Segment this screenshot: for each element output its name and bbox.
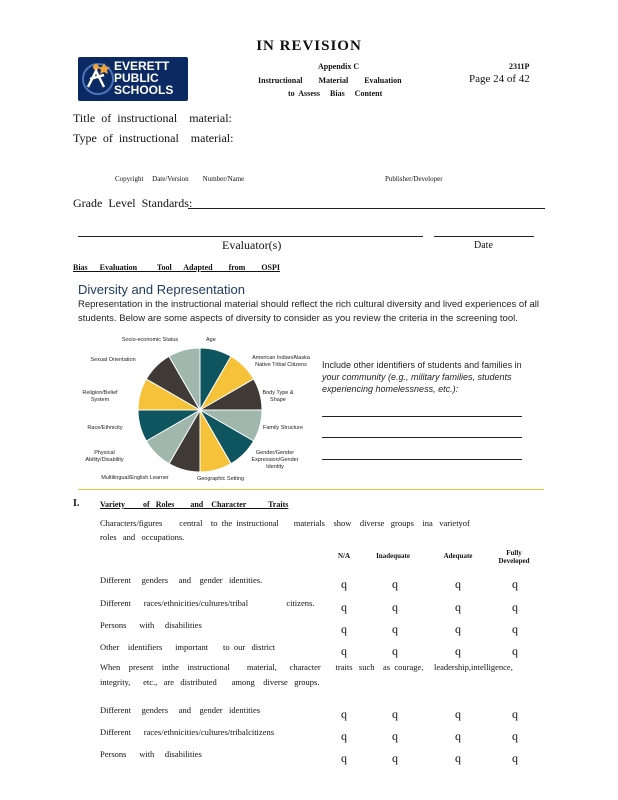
page-title: IN REVISION	[256, 38, 362, 54]
checkbox-adequate[interactable]: q	[455, 729, 461, 743]
title-field-label: Title of instructional material:	[73, 111, 232, 125]
traits-intro-2: integrity, etc., are distributed among diverse groups.	[100, 677, 320, 687]
checkbox-na[interactable]: q	[341, 622, 347, 636]
other-identifiers-input-3[interactable]	[322, 459, 522, 460]
wheel-label-body: Body Type & Shape	[262, 390, 294, 403]
other-identifiers-line-1: Include other identifiers of students and families in	[322, 360, 522, 370]
checkbox-fully-developed[interactable]: q	[512, 622, 518, 636]
date-line[interactable]	[434, 236, 534, 237]
traits-intro-1: When present inthe instructional material, character traits such as courage, leadership,intelligence,	[100, 662, 513, 672]
criterion-label: Other identifiers important to our district	[100, 642, 276, 652]
evaluator-line[interactable]	[78, 236, 423, 237]
criterion-label: Different genders and gender identities	[100, 705, 261, 715]
wheel-label-family: Family Structure	[262, 425, 304, 431]
logo-line-3: SCHOOLS	[114, 83, 174, 97]
checkbox-adequate[interactable]: q	[455, 707, 461, 721]
publisher-label: Publisher/Developer	[385, 175, 443, 183]
checkbox-inadequate[interactable]: q	[392, 644, 398, 658]
wheel-label-physical: Physical Ability/Disability	[85, 450, 124, 463]
checkbox-adequate[interactable]: q	[455, 577, 461, 591]
subtitle-line-2: to Assess Bias Content	[288, 89, 383, 98]
wheel-label-sexual-orientation: Sexual Orientation	[90, 357, 136, 363]
logo-line-2: PUBLIC	[114, 71, 159, 85]
checkbox-inadequate[interactable]: q	[392, 707, 398, 721]
subtitle-line-1: Instructional Material Evaluation	[258, 76, 402, 85]
wheel-label-gender: Gender/Gender Expression/Gender Identity	[251, 450, 299, 470]
wheel-label-religion: Religion/Belief System	[82, 390, 118, 403]
column-na: N/A	[337, 552, 351, 560]
other-identifiers-input-1[interactable]	[322, 416, 522, 417]
date-label: Date	[474, 240, 493, 251]
checkbox-na[interactable]: q	[341, 729, 347, 743]
wheel-label-multilingual: Multilingual/English Learner	[101, 475, 169, 481]
type-field-label: Type of instructional material:	[73, 131, 234, 145]
checkbox-adequate[interactable]: q	[455, 644, 461, 658]
criterion-label: Persons with disabilities	[100, 749, 202, 759]
checkbox-fully-developed[interactable]: q	[512, 751, 518, 765]
checkbox-fully-developed[interactable]: q	[512, 600, 518, 614]
wheel-label-ses: Socio-economic Status	[121, 337, 179, 343]
checkbox-na[interactable]: q	[341, 600, 347, 614]
checkbox-inadequate[interactable]: q	[392, 622, 398, 636]
other-identifiers-input-2[interactable]	[322, 437, 522, 438]
grade-level-label: Grade Level Standards:	[73, 196, 193, 210]
criterion-label: Different races/ethnicities/cultures/tribal citizens.	[100, 598, 315, 608]
criteria-intro-2: roles and occupations.	[100, 532, 185, 542]
checkbox-adequate[interactable]: q	[455, 751, 461, 765]
checkbox-fully-developed[interactable]: q	[512, 644, 518, 658]
section-para-1: Representation in the instructional material should reflect the rich cultural diversity and lived experiences of all	[78, 299, 539, 310]
checkbox-adequate[interactable]: q	[455, 600, 461, 614]
checkbox-na[interactable]: q	[341, 707, 347, 721]
evaluator-label: Evaluator(s)	[222, 238, 282, 252]
checkbox-inadequate[interactable]: q	[392, 751, 398, 765]
checkbox-inadequate[interactable]: q	[392, 577, 398, 591]
criteria-number: I.	[73, 498, 80, 509]
wheel-label-native: American Indian/Alaska Native Tribal Citizens	[252, 355, 310, 368]
criteria-heading: Variety of Roles and Character Traits	[100, 500, 289, 509]
checkbox-na[interactable]: q	[341, 644, 347, 658]
section-heading: Diversity and Representation	[78, 282, 245, 297]
criterion-label: Persons with disabilities	[100, 620, 202, 630]
column-inadequate: Inadequate	[376, 552, 410, 560]
logo-figure-icon	[78, 57, 118, 101]
wheel-label-race: Race/Ethnicity	[87, 425, 123, 431]
other-identifiers-line-3: experiencing homelessness, etc.):	[322, 384, 459, 394]
checkbox-adequate[interactable]: q	[455, 622, 461, 636]
wheel-label-age: Age	[206, 337, 216, 343]
checkbox-fully-developed[interactable]: q	[512, 577, 518, 591]
criterion-label: Different races/ethnicities/cultures/tribalcitizens	[100, 727, 275, 737]
school-logo	[78, 57, 188, 101]
section-divider	[78, 489, 544, 490]
section-para-2: students. Below are some aspects of diversity to consider as you review the criteria in the screening tool.	[78, 313, 518, 324]
checkbox-fully-developed[interactable]: q	[512, 729, 518, 743]
appendix-label: Appendix C	[318, 62, 360, 71]
checkbox-na[interactable]: q	[341, 577, 347, 591]
checkbox-inadequate[interactable]: q	[392, 729, 398, 743]
other-identifiers-line-2: your community (e.g., military families, students	[322, 372, 512, 382]
checkbox-fully-developed[interactable]: q	[512, 707, 518, 721]
logo-line-1: EVERETT	[114, 59, 170, 73]
criteria-intro-1: Characters/figures central to the instructional materials show diverse groups ina varietyof	[100, 518, 470, 528]
page-number: Page 24 of 42	[469, 73, 530, 85]
checkbox-na[interactable]: q	[341, 751, 347, 765]
column-adequate: Adequate	[443, 552, 473, 560]
column-fully-developed: Fully Developed	[498, 549, 530, 565]
tool-source-line: Bias Evaluation Tool Adapted from OSPI	[73, 263, 280, 272]
wheel-label-geographic: Geographic Setting	[196, 476, 245, 482]
grade-level-line[interactable]	[188, 208, 545, 209]
policy-code: 2311P	[509, 62, 530, 71]
copyright-label: Copyright Date/Version Number/Name	[115, 175, 245, 183]
checkbox-inadequate[interactable]: q	[392, 600, 398, 614]
criterion-label: Different genders and gender identities.	[100, 575, 263, 585]
